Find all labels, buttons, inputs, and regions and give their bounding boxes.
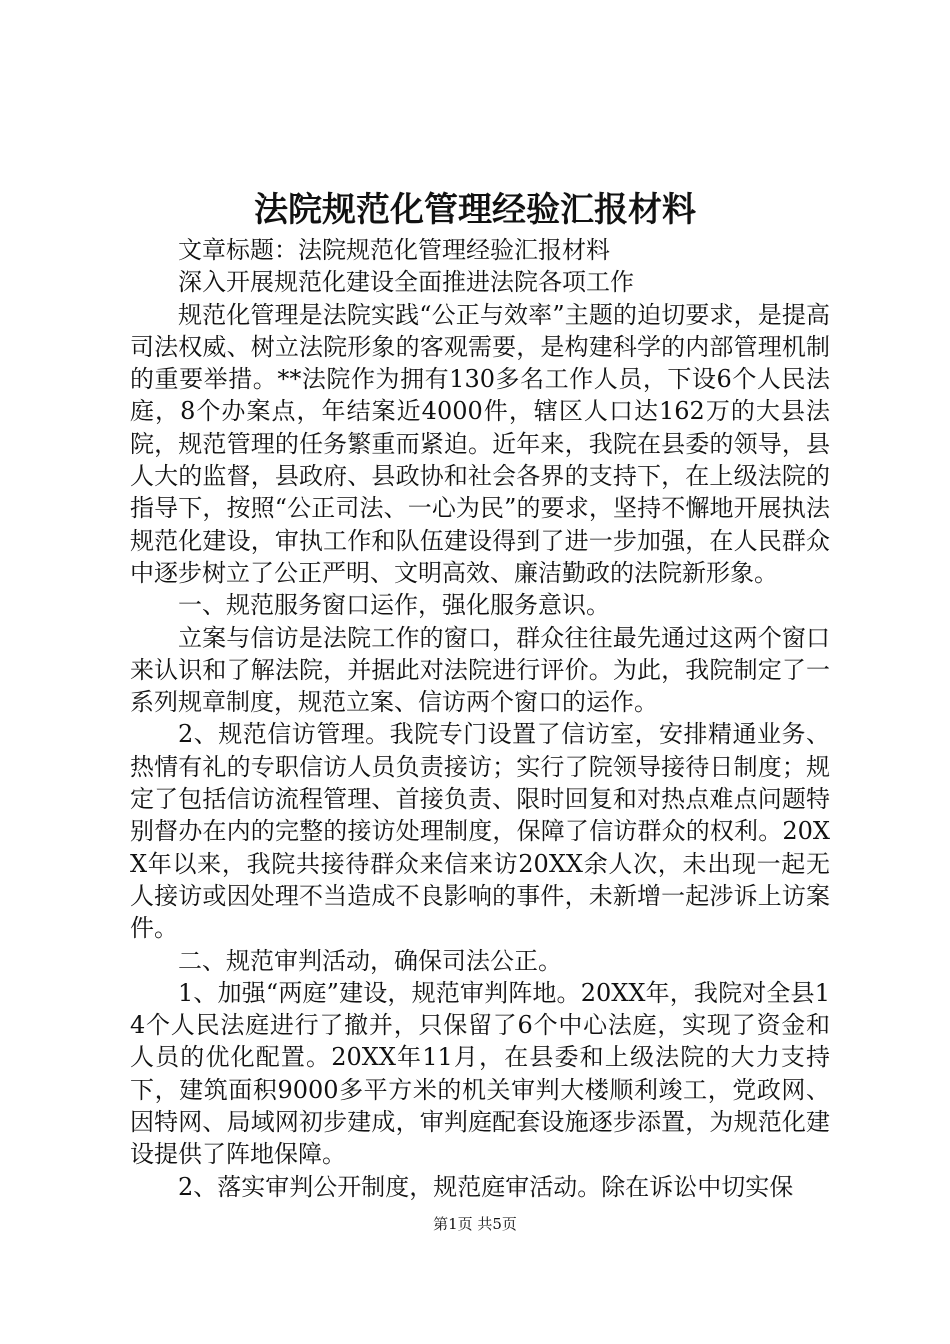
page-footer: 第1页 共5页 — [433, 1215, 517, 1233]
paragraph-courts: 1、加强“两庭”建设，规范审判阵地。20XX年，我院对全县14个人民法庭进行了撤并，只保留了6个中心法庭，实现了资金和人员的优化配置。20XX年11月，在县委和上级法院的大力支持下，建筑面积9000多平方米的机关审判大楼顺利竣工，党政网、因特网、局域网初步建成，审判庭配套设施逐步添置，为规范化建设提供了阵地保障。 — [130, 978, 830, 1169]
paragraph-window: 立案与信访是法院工作的窗口，群众往往最先通过这两个窗口来认识和了解法院，并据此对法院进行评价。为此，我院制定了一系列规章制度，规范立案、信访两个窗口的运作。 — [130, 623, 830, 717]
document-title: 法院规范化管理经验汇报材料 — [254, 190, 696, 230]
section-heading-2: 二、规范审判活动，确保司法公正。 — [178, 946, 562, 975]
document-body — [130, 234, 830, 1203]
paragraph-petition: 2、规范信访管理。我院专门设置了信访室，安排精通业务、热情有礼的专职信访人员负责接访；实行了院领导接待日制度；规定了包括信访流程管理、首接负责、限时回复和对热点难点问题特别督办在内的完整的接访处理制度，保障了信访群众的权利。20XX年以来，我院共接待群众来信来访20XX余人次，未出现一起无人接访或因处理不当造成不良影响的事件，未新增一起涉诉上访案件。 — [130, 720, 830, 943]
subtitle-line: 深入开展规范化建设全面推进法院各项工作 — [178, 268, 634, 297]
paragraph-trial: 2、落实审判公开制度，规范庭审活动。除在诉讼中切实保 — [178, 1172, 794, 1201]
paragraph-intro: 规范化管理是法院实践“公正与效率”主题的迫切要求，是提高司法权威、树立法院形象的客观需要，是构建科学的内部管理机制的重要举措。**法院作为拥有130多名工作人员，下设6个人民法庭，8个办案点，年结案近4000件，辖区人口达162万的大县法院，规范管理的任务繁重而紧迫。近年来，我院在县委的领导，县人大的监督，县政府、县政协和社会各界的支持下，在上级法院的指导下，按照“公正司法、一心为民”的要求，坚持不懈地开展执法规范化建设，审执工作和队伍建设得到了进一步加强，在人民群众中逐步树立了公正严明、文明高效、廉洁勤政的法院新形象。 — [130, 300, 830, 587]
section-heading-1: 一、规范服务窗口运作，强化服务意识。 — [178, 591, 610, 620]
article-title-line: 文章标题：法院规范化管理经验汇报材料 — [178, 236, 610, 264]
